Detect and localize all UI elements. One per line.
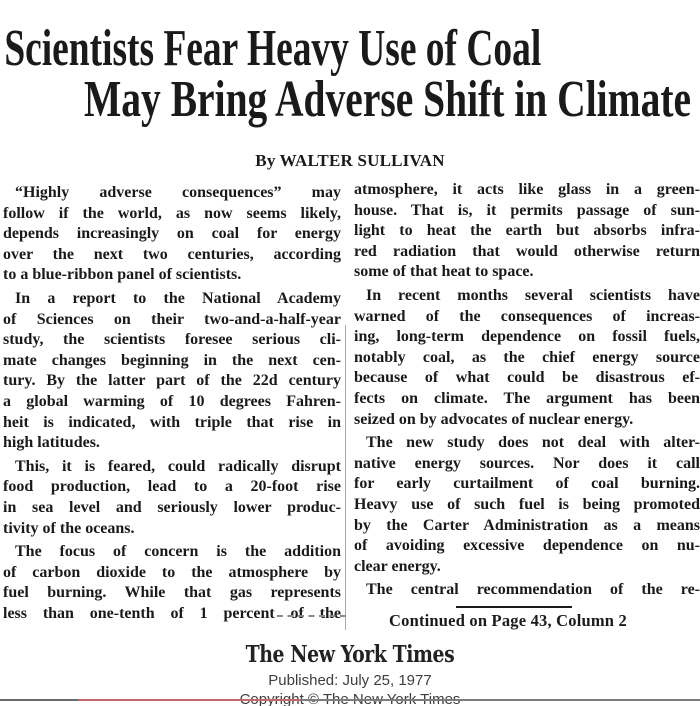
- body-line: notably coal, as the chief energy source: [354, 348, 700, 366]
- body-line: The central recommendation of the re-: [366, 581, 700, 599]
- body-line: follow if the world, as now seems likely,: [3, 204, 341, 222]
- body-line: ing, long-term dependence on fossil fuels,: [354, 328, 700, 346]
- body-line: native energy sources. Nor does it call: [354, 454, 700, 472]
- body-line: to a blue-ribbon panel of scientists.: [3, 266, 242, 284]
- body-line: tivity of the oceans.: [3, 519, 135, 537]
- bottom-bar-gray-right: [301, 699, 700, 701]
- body-line: depends increasingly on coal for energy: [3, 225, 341, 243]
- byline: By WALTER SULLIVAN: [255, 151, 445, 170]
- right-column-lines: [354, 180, 700, 601]
- body-line: of Sciences on their two-and-a-half-year: [3, 310, 341, 328]
- body-line: fects on climate. The argument has been: [354, 389, 700, 407]
- body-line: high latitudes.: [3, 434, 100, 452]
- headline-line-1: Scientists Fear Heavy Use of Coal: [4, 20, 542, 77]
- body-line: fuel burning. While that gas represents: [3, 584, 341, 602]
- body-line: seized on by advocates of nuclear energy.: [354, 410, 634, 428]
- body-line: This, it is feared, could radically disrupt: [15, 457, 341, 475]
- body-line: some of that heat to space.: [354, 263, 534, 281]
- body-line: warned of the consequences of increas-: [354, 307, 700, 325]
- body-line: a global warming of 10 degrees Fahren-: [3, 392, 341, 410]
- nyt-logo: The New York Times: [245, 641, 455, 668]
- body-line: for early curtailment of coal burning.: [354, 475, 700, 493]
- body-line: because of what could be disastrous ef-: [354, 369, 700, 387]
- bottom-bar-red: [78, 699, 301, 701]
- body-line: food production, lead to a 20-foot rise: [3, 478, 341, 496]
- continued-rule: [456, 606, 572, 608]
- body-line: The focus of concern is the addition: [15, 543, 341, 561]
- body-line: by the Carter Administration as a means: [354, 516, 700, 534]
- continued-notice: Continued on Page 43, Column 2: [389, 610, 627, 630]
- body-line: of carbon dioxide to the atmosphere by: [3, 563, 341, 581]
- headline: [0, 22, 700, 126]
- body-line: atmosphere, it acts like glass in a green-: [354, 181, 700, 198]
- column-divider: [345, 325, 346, 630]
- right-column: [354, 180, 700, 631]
- body-line: The new study does not deal with alter-: [366, 434, 700, 452]
- published-date: Published: July 25, 1977: [268, 672, 432, 689]
- body-line: In recent months several scientists have: [366, 286, 700, 304]
- bottom-bar: [0, 699, 700, 702]
- footer: [0, 641, 700, 706]
- body-line: light to heat the earth but absorbs infra-: [354, 222, 700, 240]
- body-line: heit is indicated, with triple that rise in: [3, 413, 341, 431]
- body-line: In a report to the National Academy: [15, 289, 341, 307]
- body-line: study, the scientists foresee serious cli-: [3, 331, 341, 349]
- body-line: of avoiding excessive dependence on nu-: [354, 537, 700, 555]
- body-line: over the next two centuries, according: [3, 245, 341, 263]
- body-line: mate changes beginning in the next cen-: [3, 351, 341, 369]
- left-column: [3, 180, 341, 631]
- body-line: less than one-tenth of 1 percent of the: [3, 604, 341, 622]
- body-line: red radiation that would otherwise return: [354, 242, 700, 260]
- bottom-bar-gray-left: [0, 699, 78, 701]
- headline-line-2: May Bring Adverse Shift in Climate: [84, 71, 692, 128]
- column-end-dashes: [277, 615, 346, 617]
- body-line: Heavy use of such fuel is being promoted: [354, 495, 700, 513]
- body-line: tury. By the latter part of the 22d century: [3, 372, 341, 390]
- body-line: clear energy.: [354, 557, 441, 575]
- body-line: in sea level and seriously lower produc-: [3, 498, 341, 516]
- article-body: [0, 180, 700, 631]
- body-line: “Highly adverse consequences” may: [15, 184, 341, 201]
- body-line: house. That is, it permits passage of sun-: [354, 201, 700, 219]
